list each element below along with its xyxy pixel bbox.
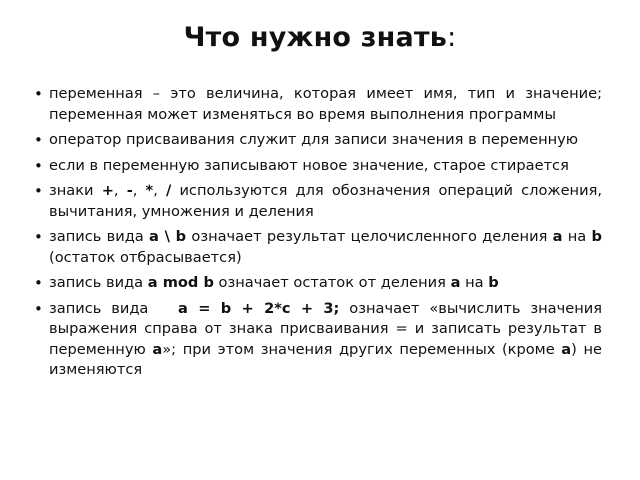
list-item-mod: [34, 273, 602, 294]
list-item-overwrite: [34, 156, 602, 177]
list-item-text: ,: [132, 182, 146, 199]
operator-minus: -: [126, 182, 133, 199]
code-variable: a: [552, 228, 563, 245]
list-item-expression: [34, 299, 602, 381]
list-item-text: означает результат целочисленного деления: [186, 228, 553, 245]
list-item-text: означает остаток от деления: [213, 274, 451, 291]
list-item-text: если в переменную записывают новое значение, старое стирается: [49, 156, 569, 174]
code-variable: b: [488, 274, 499, 291]
code-expression: a mod b: [147, 274, 214, 291]
list-item-text: запись вида: [49, 299, 179, 317]
slide-title-text: Что нужно знать: [183, 22, 448, 53]
list-item-text: запись вида: [49, 228, 150, 245]
code-variable: b: [591, 228, 602, 245]
list-item-text: ,: [113, 182, 127, 199]
list-item-text: знаки: [49, 182, 102, 199]
list-item-text: ,: [153, 182, 166, 199]
list-item-variable: [34, 84, 602, 125]
list-item-text: используются для обозначения операций сложения, вычитания, умножения и деления: [49, 182, 603, 220]
list-item-text: на: [460, 274, 489, 291]
list-item-text: ) не изменяются: [49, 340, 602, 378]
list-item-operators: [34, 181, 602, 222]
list-item-text: означает «вычислить значения выражения справа от знака присваивания = и записать результат в переменную: [49, 299, 603, 358]
list-item-text: (остаток отбрасывается): [49, 248, 242, 266]
code-expression: a = b + 2*c + 3;: [178, 299, 340, 317]
code-variable: a: [450, 274, 461, 291]
operator-divide: /: [165, 182, 172, 199]
list-item-text: запись вида: [49, 274, 148, 291]
bullet-list: [34, 84, 602, 386]
code-variable: a: [561, 340, 572, 358]
operator-multiply: *: [145, 182, 154, 199]
code-expression: a \ b: [149, 228, 187, 245]
code-variable: a: [152, 340, 163, 358]
list-item-integer-division: [34, 227, 602, 268]
slide-title: [0, 22, 640, 53]
operator-plus: +: [101, 182, 114, 199]
list-item-text: на: [562, 228, 592, 245]
list-item-text: »; при этом значения других переменных (кроме: [162, 340, 562, 358]
list-item-text: переменная – это величина, которая имеет имя, тип и значение; переменная может изменяться во время выполнения программы: [49, 85, 602, 123]
slide-title-colon: :: [447, 22, 457, 53]
list-item-assignment: [34, 130, 602, 151]
list-item-text: оператор присваивания служит для записи значения в переменную: [49, 131, 579, 148]
